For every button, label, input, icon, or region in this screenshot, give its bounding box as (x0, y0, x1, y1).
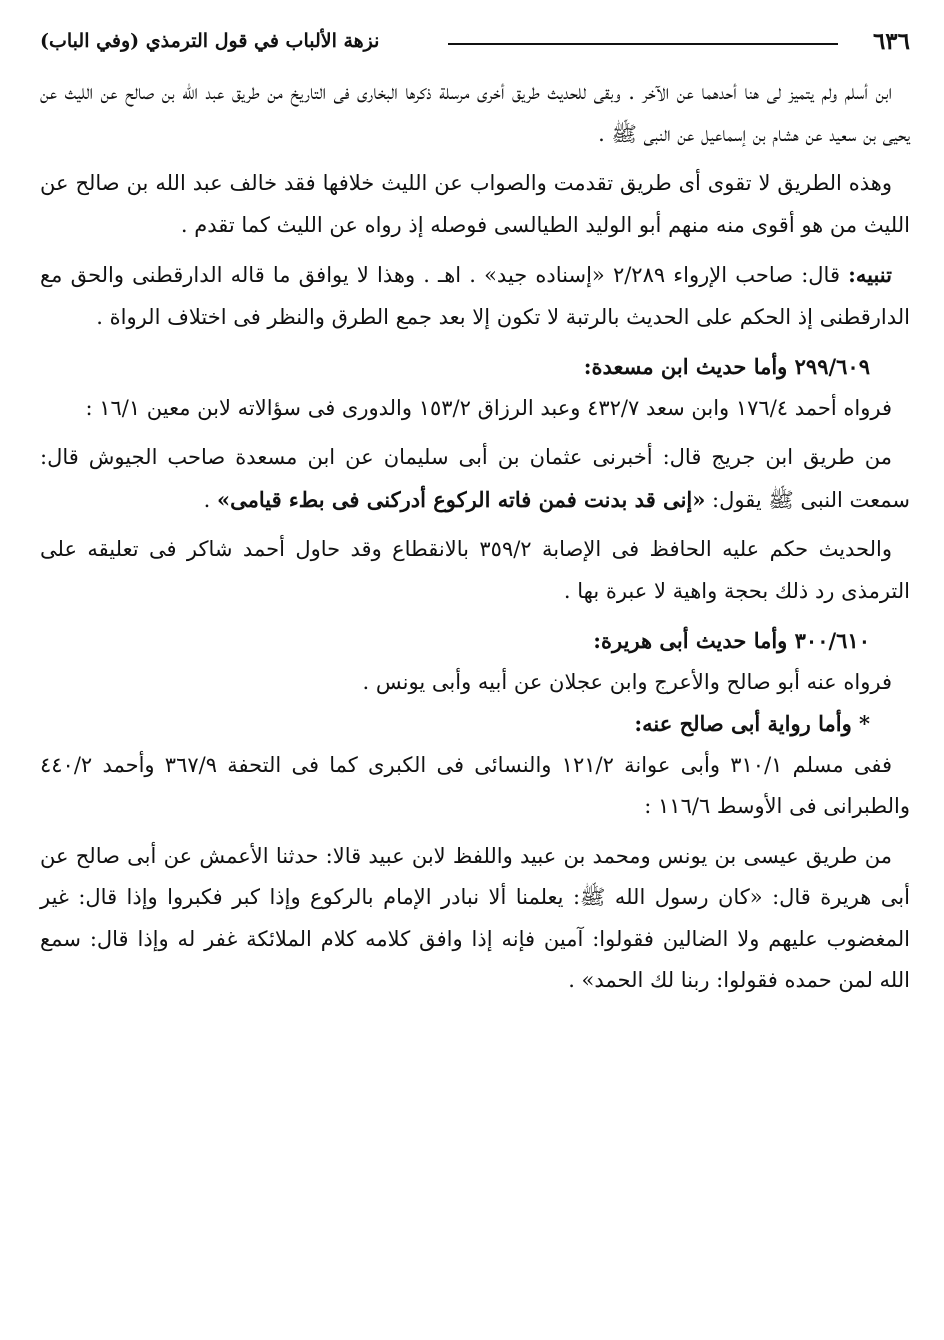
paragraph: فرواه عنه أبو صالح والأعرج وابن عجلان عن أبيه وأبى يونس . (362, 669, 892, 694)
paragraph: والحديث حكم عليه الحافظ فى الإصابة ٣٥٩/٢ بالانقطاع وقد حاول أحمد شاكر فى تعليقه على الترمذى رد ذلك بحجة واهية لا عبرة بها . (40, 537, 910, 603)
hadith-paragraph (40, 437, 910, 521)
paragraph: من طريق عيسى بن يونس ومحمد بن عبيد واللفظ لابن عبيد قالا: حدثنا الأعمش عن أبى صالح عن أبى هريرة قال: «كان رسول الله ﷺ: يعلمنا ألا نبادر الإمام بالركوع وإذا كبر فكبروا وإذا قال: غير المغضوب عليهم ولا الضالين فقولوا: آمين فإنه إذا وافق كلامه كلام الملائكة غفر له وإذا قال: سمع الله لمن حمده فقولوا: ربنا لك الحمد» . (40, 843, 910, 992)
end-punct: . (203, 487, 217, 512)
header-rule (448, 43, 838, 45)
note-paragraph (40, 254, 910, 338)
section-heading: ٢٩٩/٦٠٩ وأما حديث ابن مسعدة: (583, 354, 870, 379)
paragraph: فرواه أحمد ١٧٦/٤ وابن سعد ٤٣٢/٧ وعبد الرزاق ١٥٣/٢ والدورى فى سؤالاته لابن معين ١٦/١ : (85, 395, 892, 420)
note-label: تنبيه: (848, 262, 892, 287)
paragraph: ابن أسلم ولم يتميز لى هنا أحدهما عن الآخر . وبقى للحديث طريق أخرى مرسلة ذكرها البخارى فى التاريخ من طريق عبد الله بن صالح عن الليث عن يحيى بن سعيد عن هشام بن إسماعيل عن النبى ﷺ . (40, 80, 910, 146)
note-text: قال: صاحب الإرواء ٢/٢٨٩ «إسناده جيد» . اهـ . وهذا لا يوافق ما قاله الدارقطنى والحق مع الدارقطنى إذ الحكم على الحديث بالرتبة لا تكون إلا بعد جمع الطرق والنظر فى اختلاف الرواة . (40, 263, 910, 329)
book-page (40, 22, 910, 1322)
section-heading: ٣٠٠/٦١٠ وأما حديث أبى هريرة: (593, 628, 870, 653)
page-header (40, 22, 910, 62)
hadith-quote: «إنى قد بدنت فمن فاته الركوع أدركنى فى بطء قيامى» (216, 486, 706, 512)
paragraph: وهذه الطريق لا تقوى أى طريق تقدمت والصواب عن الليث خلافها فقد خالف عبد الله بن صالح عن الليث من هو أقوى منه منهم أبو الوليد الطيالسى فوصله إذ رواه عن الليث كما تقدم . (40, 171, 910, 237)
running-title: نزهة الألباب في قول الترمذي (وفي الباب) (40, 30, 380, 52)
body-text (40, 72, 910, 1010)
chain-text: من طريق ابن جريج قال: أخبرنى عثمان بن أبى سليمان عن ابن مسعدة صاحب الجيوش قال: سمعت النبى ﷺ يقول: (40, 445, 910, 512)
subsection-heading: * وأما رواية أبى صالح عنه: (634, 711, 870, 736)
page-number: ٦٣٦ (872, 28, 910, 55)
paragraph: ففى مسلم ٣١٠/١ وأبى عوانة ١٢١/٢ والنسائى فى الكبرى كما فى التحفة ٣٦٧/٩ وأحمد ٤٤٠/٢ والطبرانى فى الأوسط ١١٦/٦ : (40, 752, 910, 818)
